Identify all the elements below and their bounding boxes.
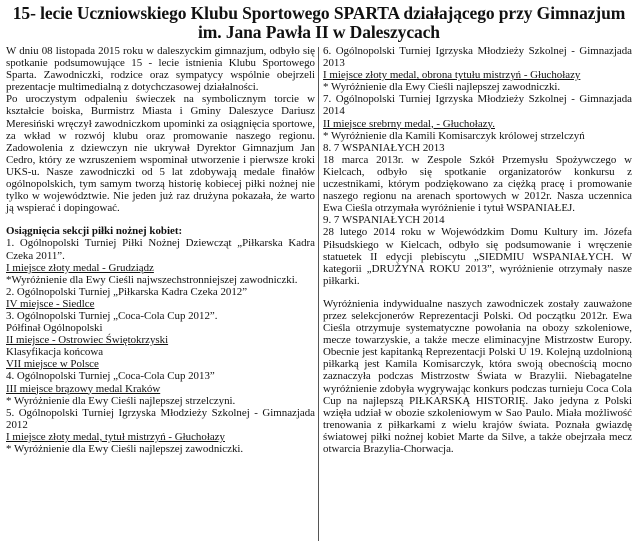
achievement-line: VII miejsce w Polsce xyxy=(6,358,99,371)
achievement-line: 9. 7 WSPANIAŁYCH 2014 xyxy=(323,214,445,227)
achievement-line: 1. Ogólnopolski Turniej Piłki Nożnej Dziewcząt „Piłkarska Kadra Czeka 2011”. xyxy=(6,237,315,262)
intro-paragraph-1: W dniu 08 listopada 2015 roku w daleszyckim gimnazjum, odbyło się spotkanie podsumowujące 15 - lecie istnienia Klubu Sportowego Sparta. Zawodniczki, rodzice oraz sympatycy wspólnie obejrzeli prezentacje multimedialną z dotychczasowej działalności. xyxy=(6,45,315,94)
achievement-line: * Wyróżnienie dla Kamili Komisarczyk królowej strzelczyń xyxy=(323,129,585,142)
achievement-line: I miejsce złoty medal, obrona tytułu mistrzyń - Głuchołazy xyxy=(323,69,581,82)
achievement-line: 18 marca 2013r. w Zespole Szkół Przemysłu Spożywczego w Kielcach, odbyło się spotkanie organizatorów konkursu z uczestnikami, którym podziękowano za ciężką pracę i promowanie naszego regionu na arenach sportowych w 2012r. Nasza uczennica Ewa Cieśla otrzymała wyróżnienie i tytuł WSPANIAŁEJ. xyxy=(323,153,632,215)
achievement-line: I miejsce złoty medal - Grudziądz xyxy=(6,261,154,274)
achievement-line: 28 lutego 2014 roku w Wojewódzkim Domu Kultury im. Józefa Piłsudskiego w Kielcach, odbyło się podsumowanie i wręczenie statuetek II edycji plebiscytu „SIEDMIU WSPANIAŁYCH. W kategorii „DRUŻYNA ROKU 2013”, wyróżnienie otrzymały nasze piłkarki. xyxy=(323,226,632,287)
article-columns xyxy=(6,45,632,455)
right-column xyxy=(323,45,632,455)
achievement-line: 8. 7 WSPANIAŁYCH 2013 xyxy=(323,141,445,154)
achievement-line: * Wyróżnienie dla Ewy Cieśli najlepszej zawodniczki. xyxy=(323,81,561,94)
achievement-line: 6. Ogólnopolski Turniej Igrzyska Młodzieży Szkolnej - Gimnazjada 2013 xyxy=(323,45,632,70)
achievement-line: * Wyróżnienie dla Ewy Cieśli najlepszej zawodniczki. xyxy=(6,443,244,455)
achievement-line: IV miejsce - Siedlce xyxy=(6,297,95,310)
achievement-line: 2. Ogólnopolski Turniej „Piłkarska Kadra Czeka 2012” xyxy=(6,285,248,298)
achievement-line: Klasyfikacja końcowa xyxy=(6,346,104,359)
achievement-line: 4. Ogólnopolski Turniej „Coca-Cola Cup 2013” xyxy=(6,370,215,383)
achievement-line: Półfinał Ogólnopolski xyxy=(6,322,103,335)
column-divider xyxy=(318,47,319,541)
article-title xyxy=(6,4,632,42)
right-achievements-list xyxy=(323,45,632,287)
achievement-line: III miejsce brązowy medal Kraków xyxy=(6,382,161,395)
achievement-line: * Wyróżnienie dla Ewy Cieśli najlepszej strzelczyni. xyxy=(6,394,236,407)
achievement-line: II miejsce - Ostrowiec Świętokrzyski xyxy=(6,334,169,347)
spacer xyxy=(6,214,315,225)
intro-paragraph-2: Po uroczystym odpaleniu świeczek na symbolicznym torcie w kształcie boiska, Burmistrz Miasta i Gminy Daleszyce Dariusz Meresiński wręczył zawodniczkom upominki za osiągnięcia sportowe, za wkład w rozwój klubu oraz promowanie naszego regionu. Zadowolenia z dziewczyn nie ukrywał Dyrektor Gimnazjum Jan Cedro, który ze wzruszeniem wspominał utworzenie i pierwsze kroki UKS-u. Nasze zawodniczki od 5 lat zdobywają medale finałów ogólnopolskich, tym samym tworzą historię kobiecej piłki nożnej nie tylko w województwie. Nie jeden już raz drużyna pokazała, że warto ją wspierać i dopingować. xyxy=(6,93,315,215)
spacer xyxy=(323,287,632,298)
left-achievements-list xyxy=(6,237,315,455)
achievement-line: *Wyróżnienie dla Ewy Cieśli najwszechstronniejszej zawodniczki. xyxy=(6,273,298,286)
achievement-line: 3. Ogólnopolski Turniej „Coca-Cola Cup 2012”. xyxy=(6,309,218,322)
achievements-heading: Osiągnięcia sekcji piłki nożnej kobiet: xyxy=(6,225,183,238)
achievement-line: 7. Ogólnopolski Turniej Igrzyska Młodzieży Szkolnej - Gimnazjada 2014 xyxy=(323,93,632,118)
left-column xyxy=(6,45,315,455)
achievement-line: I miejsce złoty medal, tytuł mistrzyń - Głuchołazy xyxy=(6,430,225,443)
achievement-line: II miejsce srebrny medal, - Głuchołazy. xyxy=(323,117,495,130)
closing-paragraph: Wyróżnienia indywidualne naszych zawodniczek zostały zauważone przez selekcjonerów Reprezentacji Polski. Od początku 2012r. Ewa Cieśla otrzymuje systematyczne powołania na obozy szkoleniowe, mecze towarzyskie, a także mecze eliminacyjne Mistrzostw Europy. Obecnie jest kapitanką Reprezentacji Polski U 19. Kolejną uzdolnioną piłkarką jest Kamila Komisarczyk, która swoją obecnością mocno zaznaczyła podczas Mistrzostw Świata w Brazylii. Niebagatelne wyróżnienie zdobyła wygrywając konkurs podczas turnieju Coca Cola Cup na najlepszą PIŁKARSKĄ HISTORIĘ. Jako jedyna z Polski wzięła udział w obozie szkoleniowym w Sao Paulo. Miała możliwość trenowania z piłkarkami z wielu krajów świata. Poznała gwiazdę światowej piłki nożnej kobiet Marte da Silve, a także obejrzała mecz otwarcia Brazylia-Chorwacja. xyxy=(323,297,632,455)
achievement-line: 5. Ogólnopolski Turniej Igrzyska Młodzieży Szkolnej - Gimnazjada 2012 xyxy=(6,406,315,431)
title-line-1: 15- lecie Uczniowskiego Klubu Sportowego SPARTA xyxy=(12,3,400,23)
title-line-2: działającego przy Gimnazjum im. Jana Pawła II w Daleszycach xyxy=(198,3,626,42)
